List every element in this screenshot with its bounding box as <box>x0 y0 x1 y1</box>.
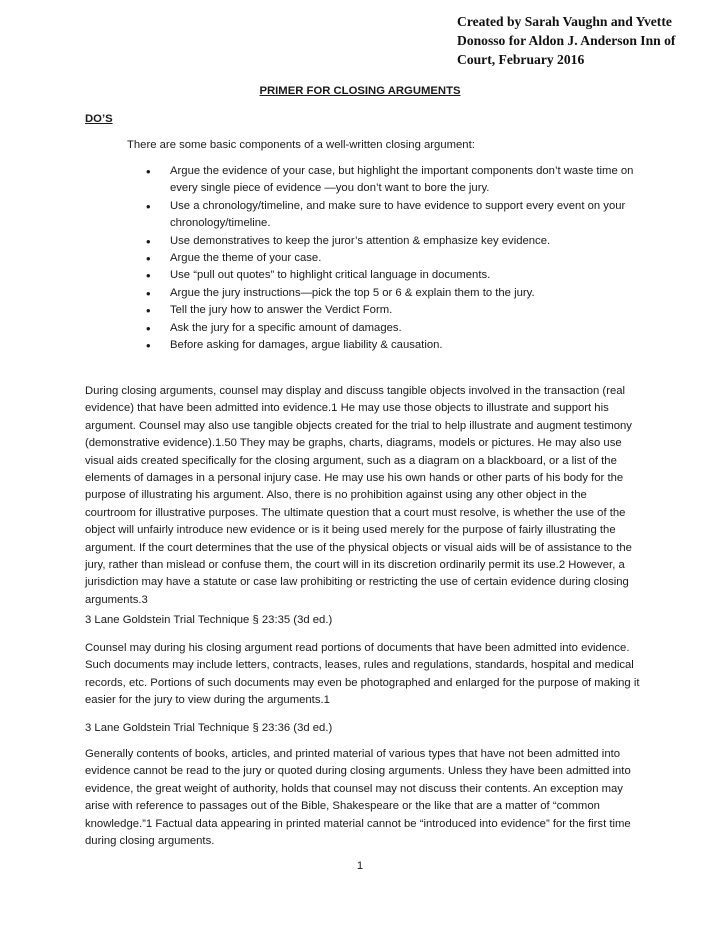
section-heading-dos: DO’S <box>85 113 113 125</box>
intro-sentence: There are some basic components of a well-written closing argument: <box>127 139 475 151</box>
bullet-item: • Ask the jury for a specific amount of damages. <box>146 320 636 337</box>
bullet-item: • Argue the theme of your case. <box>146 250 636 267</box>
page-number: 1 <box>356 860 364 872</box>
bullet-item: • Before asking for damages, argue liability & causation. <box>146 337 636 354</box>
bullet-item: • Argue the evidence of your case, but highlight the important components don’t waste time on every single piece of evidence —you don’t want to bore the jury. <box>146 163 636 198</box>
paragraph-reading-documents: Counsel may during his closing argument read portions of documents that have been admitted into evidence. Such documents may include letters, contracts, leases, rules and regulations, standards, hospital and medical records, etc. Portions of such documents may even be photographed and enlarged for the purpose of making it easier for the jury to view during the arguments.1 <box>85 642 640 707</box>
paragraph-tangible-objects: During closing arguments, counsel may display and discuss tangible objects involved in the transaction (real evidence) that have been admitted into evidence.1 He may use those objects to illustrate and support his argument. Counsel may also use tangible objects created for the trial to help illustrate and augment testimony (demonstrative evidence).1.50 They may be graphs, charts, diagrams, models or pictures. He may also use visual aids created specifically for the closing argument, such as a diagram on a blackboard, or a list of the elements of damages in a personal injury case. He may use his own hands or other parts of his body for the purpose of illustrating his argument. Also, there is no prohibition against using any other object in the courtroom for illustrative purposes. The ultimate question that a court must resolve, is whether the use of the object will unfairly introduce new evidence or is it being used merely for the purpose of fairly illustrating the argument. If the court determines that the use of the physical objects or visual aids will be of assistance to the jury, rather than mislead or confuse them, the court will in its discretion ordinarily permit its use.2 However, a jurisdiction may have a statute or case law prohibiting or restricting the use of certain evidence during closing arguments.3 <box>85 385 632 606</box>
bullet-item: • Use “pull out quotes” to highlight critical language in documents. <box>146 267 636 284</box>
header-attribution: Created by Sarah Vaughn and Yvette Donosso for Aldon J. Anderson Inn of Court, February 2016 <box>457 14 676 67</box>
document-title: PRIMER FOR CLOSING ARGUMENTS <box>259 85 461 97</box>
dos-bullet-list <box>146 163 636 354</box>
bullet-item: • Use demonstratives to keep the juror’s attention & emphasize key evidence. <box>146 233 636 250</box>
bullet-item: • Use a chronology/timeline, and make sure to have evidence to support every event on your chronology/timeline. <box>146 198 636 233</box>
bullet-item: • Argue the jury instructions—pick the top 5 or 6 & explain them to the jury. <box>146 285 636 302</box>
citation-23-36: 3 Lane Goldstein Trial Technique § 23:36 (3d ed.) <box>85 722 333 734</box>
bullet-item: • Tell the jury how to answer the Verdict Form. <box>146 302 636 319</box>
citation-23-35: 3 Lane Goldstein Trial Technique § 23:35 (3d ed.) <box>85 614 333 626</box>
paragraph-printed-material: Generally contents of books, articles, and printed material of various types that have not been admitted into evidence cannot be read to the jury or quoted during closing arguments. Unless they have been admitted into evidence, the great weight of authority, holds that counsel may not discuss their contents. An exception may arise with reference to passages out of the Bible, Shakespeare or the like that are a matter of “common knowledge.”1 Factual data appearing in printed material cannot be “introduced into evidence” for the first time during closing arguments. <box>85 748 631 848</box>
